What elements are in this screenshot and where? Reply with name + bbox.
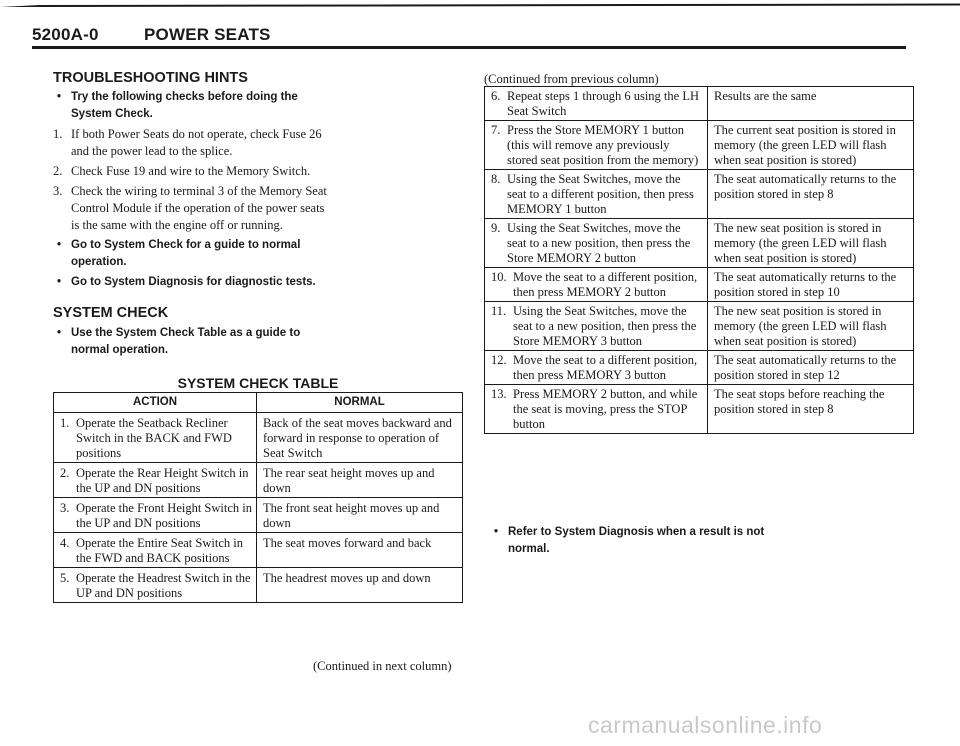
normal-cell: The front seat height moves up and down [257,498,463,533]
normal-cell: Results are the same [708,87,914,121]
troubleshooting-title: TROUBLESHOOTING HINTS [53,70,248,86]
table-row [54,498,463,533]
normal-cell: The new seat position is stored in memory (the green LED will flash when seat position is stored) [708,302,914,351]
table-row [485,268,914,302]
action-cell: 13. Press MEMORY 2 button, and while the seat is moving, press the STOP button [485,385,708,434]
list-item: 3. Check the wiring to terminal 3 of the Memory Seat Control Module if the operation of the power seats is the same with the engine off or running. [53,184,327,232]
table-row [485,302,914,351]
normal-cell: Back of the seat moves backward and forward in response to operation of Seat Switch [257,413,463,463]
bullet-icon: • [57,239,62,251]
continued-prev-note: (Continued from previous column) [484,72,659,86]
action-cell: 1. Operate the Seatback Recliner Switch in the BACK and FWD positions [54,413,257,463]
table-row [485,87,914,121]
normal-cell: The seat automatically returns to the position stored in step 8 [708,170,914,219]
table-row [54,568,463,603]
system-check-table [53,392,463,603]
normal-cell: The headrest moves up and down [257,568,463,603]
section-title: POWER SEATS [144,25,271,44]
action-cell: 6. Repeat steps 1 through 6 using the LH Seat Switch [485,87,708,121]
table-row [54,533,463,568]
normal-cell: The seat stops before reaching the position stored in step 8 [708,385,914,434]
action-cell: 7. Press the Store MEMORY 1 button (this will remove any previously stored seat position from the memory) [485,121,708,170]
refer-note: • Refer to System Diagnosis when a result is not normal. [494,526,765,555]
action-cell: 11. Using the Seat Switches, move the seat to a new position, then press the Store MEMORY 3 button [485,302,708,351]
continued-next-note: (Continued in next column) [313,659,452,673]
table-row [485,121,914,170]
action-cell: 8. Using the Seat Switches, move the seat to a different position, then press MEMORY 1 button [485,170,708,219]
normal-cell: The seat automatically returns to the position stored in step 12 [708,351,914,385]
system-check-title: SYSTEM CHECK [53,305,169,321]
table-title: SYSTEM CHECK TABLE [177,375,339,391]
troubleshooting-bullet-1: • Try the following checks before doing the System Check. [57,91,298,120]
page-header [32,25,271,45]
watermark: carmanualsonline.info [588,712,823,738]
bullet-icon: • [57,276,62,288]
table-row [54,413,463,463]
table-row [485,170,914,219]
normal-cell: The seat automatically returns to the position stored in step 10 [708,268,914,302]
continued-table [484,86,914,434]
normal-cell: The rear seat height moves up and down [257,463,463,498]
bullet-icon: • [57,91,62,103]
action-cell: 10. Move the seat to a different position, then press MEMORY 2 button [485,268,708,302]
action-cell: 3. Operate the Front Height Switch in the UP and DN positions [54,498,257,533]
normal-cell: The current seat position is stored in memory (the green LED will flash when seat position is stored) [708,121,914,170]
troubleshooting-steps [53,126,333,234]
table-row [485,385,914,434]
troubleshooting-bullet-2: • Go to System Check for a guide to normal operation. [57,239,301,268]
action-cell: 2. Operate the Rear Height Switch in the UP and DN positions [54,463,257,498]
section-code: 5200A-0 [32,25,99,44]
normal-cell: The new seat position is stored in memory (the green LED will flash when seat position is stored) [708,219,914,268]
system-check-bullet: • Use the System Check Table as a guide to normal operation. [57,327,301,356]
table-row [54,463,463,498]
bullet-icon: • [57,327,62,339]
troubleshooting-bullet-3: • Go to System Diagnosis for diagnostic tests. [53,274,371,291]
header-rule [32,46,906,49]
column-header-action: ACTION [54,393,257,413]
action-cell: 9. Using the Seat Switches, move the seat to a new position, then press the Store MEMORY 2 button [485,219,708,268]
bullet-icon: • [494,526,499,538]
normal-cell: The seat moves forward and back [257,533,463,568]
left-column [53,70,463,603]
action-cell: 12. Move the seat to a different position, then press MEMORY 3 button [485,351,708,385]
top-rule [0,2,960,6]
action-cell: 5. Operate the Headrest Switch in the UP and DN positions [54,568,257,603]
list-item: 1. If both Power Seats do not operate, check Fuse 26 and the power lead to the splice. [53,127,322,158]
action-cell: 4. Operate the Entire Seat Switch in the FWD and BACK positions [54,533,257,568]
table-row [485,351,914,385]
list-item: 2. Check Fuse 19 and wire to the Memory Switch. [53,164,311,178]
column-header-normal: NORMAL [257,393,463,413]
table-row [485,219,914,268]
